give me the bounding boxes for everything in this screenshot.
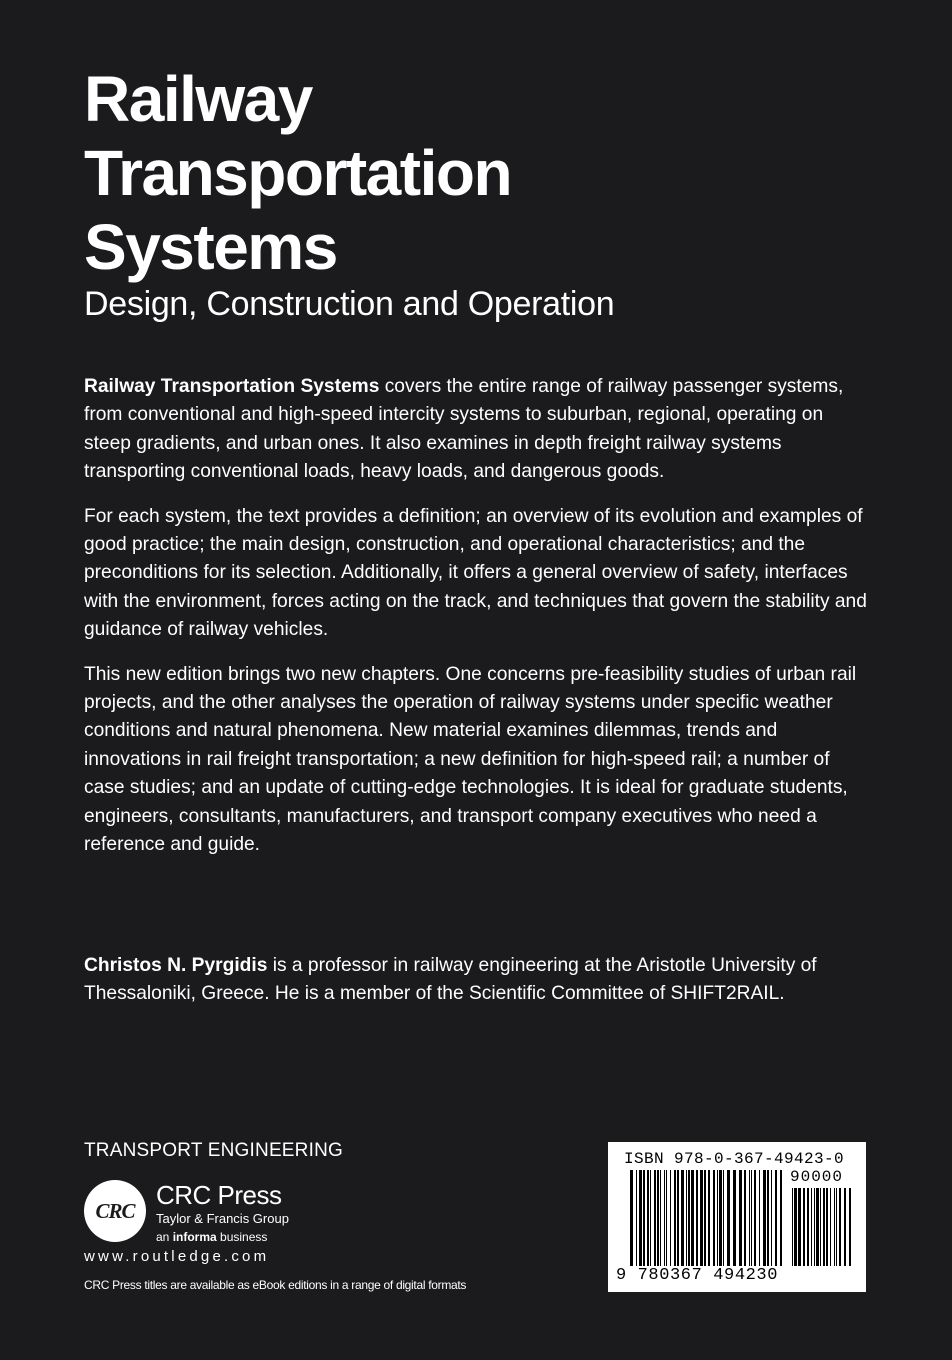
description-paragraph-2: For each system, the text provides a definition; an overview of its evolution and examples of good practice; the main design, construction, and operational characteristics; and the preconditions for its selection. Additionally, it offers a general overview of safety, interfaces with the environment, forces acting on the track, and techniques that govern the stability and guidance of railway vehicles. [84, 505, 867, 641]
description-paragraph-1-text: covers the entire range of railway passenger systems, from conventional and high-speed intercity systems to suburban, regional, operating on steep gradients, and urban ones. It also examines in depth freight railway systems transporting conventional loads, heavy loads, and dangerous goods. [84, 376, 844, 483]
subtitle: Design, Construction and Operation [84, 285, 615, 323]
author-name: Christos N. Pyrgidis [84, 955, 268, 976]
informa-suffix: business [216, 1230, 268, 1244]
barcode-bars-icon [616, 1168, 858, 1268]
author-bio [84, 952, 884, 1009]
author-bio-text: is a professor in railway engineering at the Aristotle University of Thessaloniki, Greece. He is a member of the Scientific Committee of SHIFT2RAIL. [84, 955, 817, 1005]
informa-tagline [156, 1230, 267, 1245]
publisher-block [84, 1178, 444, 1258]
description-paragraph-3: This new edition brings two new chapters. One concerns pre-feasibility studies of urban rail projects, and the other analyses the operation of railway systems under specific weather conditions and natural phenomena. New material examines dilemmas, trends and innovations in rail freight transportation; a new definition for high-speed rail; a number of case studies; and an update of cutting-edge technologies. It is ideal for graduate students, engineers, consultants, manufacturers, and transport company executives who need a reference and guide. [84, 663, 857, 856]
informa-prefix: an [156, 1230, 173, 1244]
description [84, 373, 874, 876]
book-title-bold: Railway Transportation Systems [84, 376, 380, 397]
price-code: 90000 [790, 1168, 844, 1186]
title-line-2: Transportation [84, 137, 512, 209]
title-line-3: Systems [84, 211, 337, 283]
ebook-note: CRC Press titles are available as eBook editions in a range of digital formats [84, 1278, 467, 1292]
description-paragraph-1 [84, 373, 874, 487]
publisher-website[interactable]: www.routledge.com [84, 1248, 270, 1265]
subject-category: TRANSPORT ENGINEERING [84, 1140, 343, 1161]
informa-bold: informa [172, 1230, 217, 1244]
title-line-1: Railway [84, 63, 312, 135]
title-block [84, 62, 884, 284]
crc-logo-icon: CRC [84, 1180, 146, 1242]
publisher-name: CRC Press [156, 1180, 282, 1210]
publisher-group: Taylor & Francis Group [156, 1211, 289, 1226]
isbn-barcode [608, 1142, 866, 1292]
isbn-text: ISBN 978-0-367-49423-0 [624, 1150, 845, 1168]
barcode-number: 9 780367 494230 [616, 1266, 779, 1285]
